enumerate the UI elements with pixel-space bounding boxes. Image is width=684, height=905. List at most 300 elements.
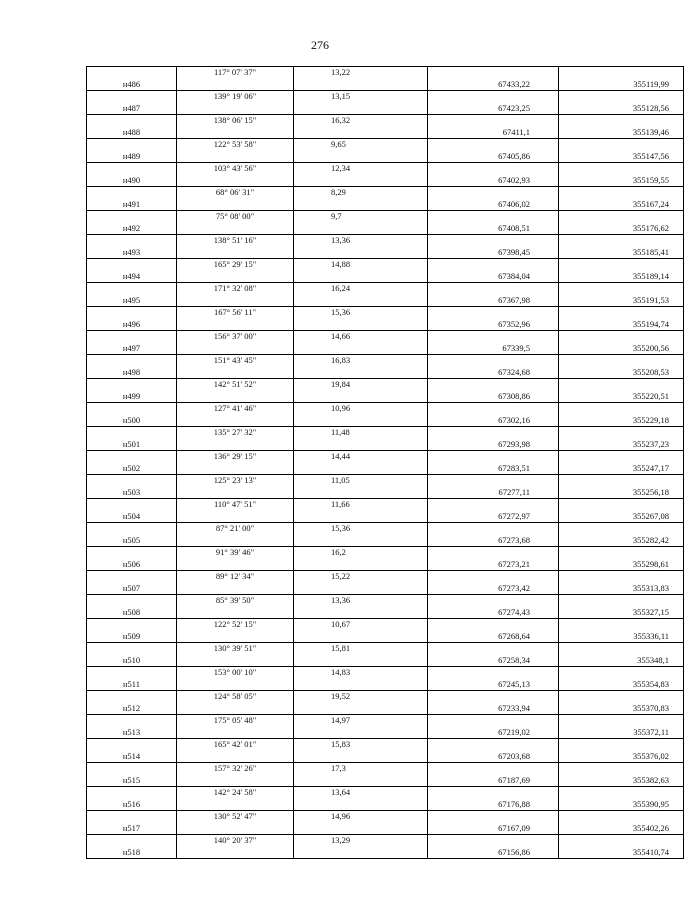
empty-cell bbox=[428, 115, 559, 127]
length-cell: 16,32 bbox=[294, 115, 428, 127]
point-row bbox=[87, 79, 684, 91]
empty-cell bbox=[177, 439, 294, 451]
empty-cell bbox=[294, 367, 428, 379]
y-coordinate-cell: 355370,83 bbox=[559, 703, 684, 715]
x-coordinate-cell: 67308,86 bbox=[428, 391, 559, 403]
empty-cell bbox=[559, 475, 684, 487]
empty-cell bbox=[559, 739, 684, 751]
y-coordinate-cell: 355194,74 bbox=[559, 319, 684, 331]
segment-row bbox=[87, 331, 684, 343]
empty-cell bbox=[428, 643, 559, 655]
empty-cell bbox=[294, 295, 428, 307]
empty-cell bbox=[559, 307, 684, 319]
point-row bbox=[87, 463, 684, 475]
point-row bbox=[87, 367, 684, 379]
y-coordinate-cell: 355390,95 bbox=[559, 799, 684, 811]
point-row bbox=[87, 799, 684, 811]
length-cell: 14,44 bbox=[294, 451, 428, 463]
empty-cell bbox=[294, 703, 428, 715]
segment-row bbox=[87, 451, 684, 463]
empty-cell bbox=[294, 199, 428, 211]
point-row bbox=[87, 295, 684, 307]
point-name-cell: н516 bbox=[87, 799, 177, 811]
segment-row bbox=[87, 355, 684, 367]
length-cell: 14,66 bbox=[294, 331, 428, 343]
point-row bbox=[87, 175, 684, 187]
empty-cell bbox=[87, 691, 177, 703]
empty-cell bbox=[559, 403, 684, 415]
point-name-cell: н500 bbox=[87, 415, 177, 427]
empty-cell bbox=[559, 787, 684, 799]
empty-cell bbox=[177, 127, 294, 139]
point-name-cell: н495 bbox=[87, 295, 177, 307]
point-name-cell: н506 bbox=[87, 559, 177, 571]
segment-row bbox=[87, 211, 684, 223]
empty-cell bbox=[559, 331, 684, 343]
empty-cell bbox=[294, 439, 428, 451]
direction-angle-cell: 153° 00' 10" bbox=[177, 667, 294, 679]
direction-angle-cell: 171° 32' 08" bbox=[177, 283, 294, 295]
empty-cell bbox=[87, 283, 177, 295]
direction-angle-cell: 165° 42' 01" bbox=[177, 739, 294, 751]
direction-angle-cell: 122° 52' 15" bbox=[177, 619, 294, 631]
point-row bbox=[87, 487, 684, 499]
empty-cell bbox=[428, 835, 559, 847]
empty-cell bbox=[87, 643, 177, 655]
empty-cell bbox=[294, 391, 428, 403]
coordinates-table-body bbox=[87, 67, 684, 859]
empty-cell bbox=[428, 163, 559, 175]
empty-cell bbox=[428, 355, 559, 367]
empty-cell bbox=[177, 799, 294, 811]
segment-row bbox=[87, 619, 684, 631]
direction-angle-cell: 103° 43' 56" bbox=[177, 163, 294, 175]
empty-cell bbox=[87, 667, 177, 679]
empty-cell bbox=[87, 379, 177, 391]
length-cell: 9,65 bbox=[294, 139, 428, 151]
segment-row bbox=[87, 403, 684, 415]
empty-cell bbox=[177, 319, 294, 331]
empty-cell bbox=[87, 235, 177, 247]
empty-cell bbox=[294, 607, 428, 619]
empty-cell bbox=[177, 175, 294, 187]
point-name-cell: н492 bbox=[87, 223, 177, 235]
length-cell: 15,22 bbox=[294, 571, 428, 583]
point-name-cell: н494 bbox=[87, 271, 177, 283]
empty-cell bbox=[294, 247, 428, 259]
empty-cell bbox=[87, 67, 177, 79]
point-name-cell: н505 bbox=[87, 535, 177, 547]
point-name-cell: н486 bbox=[87, 79, 177, 91]
empty-cell bbox=[87, 163, 177, 175]
segment-row bbox=[87, 91, 684, 103]
empty-cell bbox=[559, 379, 684, 391]
segment-row bbox=[87, 571, 684, 583]
empty-cell bbox=[177, 487, 294, 499]
segment-row bbox=[87, 379, 684, 391]
empty-cell bbox=[177, 79, 294, 91]
length-cell: 15,83 bbox=[294, 739, 428, 751]
direction-angle-cell: 68° 06' 31" bbox=[177, 187, 294, 199]
empty-cell bbox=[428, 307, 559, 319]
empty-cell bbox=[428, 451, 559, 463]
empty-cell bbox=[87, 115, 177, 127]
y-coordinate-cell: 355185,41 bbox=[559, 247, 684, 259]
length-cell: 10,67 bbox=[294, 619, 428, 631]
empty-cell bbox=[294, 727, 428, 739]
empty-cell bbox=[177, 775, 294, 787]
x-coordinate-cell: 67384,04 bbox=[428, 271, 559, 283]
y-coordinate-cell: 355376,02 bbox=[559, 751, 684, 763]
empty-cell bbox=[177, 679, 294, 691]
x-coordinate-cell: 67203,68 bbox=[428, 751, 559, 763]
empty-cell bbox=[428, 259, 559, 271]
point-row bbox=[87, 391, 684, 403]
empty-cell bbox=[294, 535, 428, 547]
y-coordinate-cell: 355298,61 bbox=[559, 559, 684, 571]
empty-cell bbox=[87, 835, 177, 847]
empty-cell bbox=[177, 103, 294, 115]
point-name-cell: н515 bbox=[87, 775, 177, 787]
empty-cell bbox=[559, 715, 684, 727]
empty-cell bbox=[559, 619, 684, 631]
x-coordinate-cell: 67405,86 bbox=[428, 151, 559, 163]
point-row bbox=[87, 559, 684, 571]
empty-cell bbox=[428, 691, 559, 703]
empty-cell bbox=[428, 67, 559, 79]
empty-cell bbox=[177, 535, 294, 547]
point-name-cell: н512 bbox=[87, 703, 177, 715]
point-name-cell: н508 bbox=[87, 607, 177, 619]
point-row bbox=[87, 655, 684, 667]
direction-angle-cell: 130° 52' 47" bbox=[177, 811, 294, 823]
empty-cell bbox=[559, 499, 684, 511]
point-row bbox=[87, 271, 684, 283]
empty-cell bbox=[294, 103, 428, 115]
point-row bbox=[87, 823, 684, 835]
point-row bbox=[87, 535, 684, 547]
y-coordinate-cell: 355139,46 bbox=[559, 127, 684, 139]
length-cell: 14,97 bbox=[294, 715, 428, 727]
empty-cell bbox=[294, 511, 428, 523]
length-cell: 19,84 bbox=[294, 379, 428, 391]
direction-angle-cell: 130° 39' 51" bbox=[177, 643, 294, 655]
empty-cell bbox=[559, 91, 684, 103]
empty-cell bbox=[177, 727, 294, 739]
empty-cell bbox=[294, 583, 428, 595]
empty-cell bbox=[294, 799, 428, 811]
empty-cell bbox=[559, 187, 684, 199]
empty-cell bbox=[428, 91, 559, 103]
point-row bbox=[87, 127, 684, 139]
empty-cell bbox=[294, 679, 428, 691]
point-row bbox=[87, 751, 684, 763]
empty-cell bbox=[177, 607, 294, 619]
empty-cell bbox=[177, 655, 294, 667]
empty-cell bbox=[428, 139, 559, 151]
point-name-cell: н489 bbox=[87, 151, 177, 163]
empty-cell bbox=[428, 763, 559, 775]
length-cell: 13,15 bbox=[294, 91, 428, 103]
empty-cell bbox=[428, 235, 559, 247]
empty-cell bbox=[294, 631, 428, 643]
y-coordinate-cell: 355220,51 bbox=[559, 391, 684, 403]
x-coordinate-cell: 67293,98 bbox=[428, 439, 559, 451]
point-name-cell: н511 bbox=[87, 679, 177, 691]
direction-angle-cell: 85° 39' 50" bbox=[177, 595, 294, 607]
empty-cell bbox=[559, 571, 684, 583]
empty-cell bbox=[294, 151, 428, 163]
empty-cell bbox=[559, 451, 684, 463]
x-coordinate-cell: 67277,11 bbox=[428, 487, 559, 499]
empty-cell bbox=[428, 403, 559, 415]
point-name-cell: н497 bbox=[87, 343, 177, 355]
empty-cell bbox=[559, 283, 684, 295]
segment-row bbox=[87, 787, 684, 799]
y-coordinate-cell: 355354,83 bbox=[559, 679, 684, 691]
y-coordinate-cell: 355336,11 bbox=[559, 631, 684, 643]
empty-cell bbox=[177, 247, 294, 259]
empty-cell bbox=[294, 343, 428, 355]
empty-cell bbox=[428, 211, 559, 223]
segment-row bbox=[87, 739, 684, 751]
empty-cell bbox=[294, 463, 428, 475]
point-row bbox=[87, 343, 684, 355]
x-coordinate-cell: 67433,22 bbox=[428, 79, 559, 91]
point-row bbox=[87, 223, 684, 235]
empty-cell bbox=[428, 283, 559, 295]
empty-cell bbox=[559, 523, 684, 535]
empty-cell bbox=[428, 811, 559, 823]
coordinates-table bbox=[86, 66, 684, 859]
direction-angle-cell: 142° 24' 58" bbox=[177, 787, 294, 799]
empty-cell bbox=[294, 175, 428, 187]
empty-cell bbox=[177, 223, 294, 235]
segment-row bbox=[87, 283, 684, 295]
empty-cell bbox=[294, 415, 428, 427]
empty-cell bbox=[559, 835, 684, 847]
empty-cell bbox=[177, 367, 294, 379]
y-coordinate-cell: 355176,62 bbox=[559, 223, 684, 235]
empty-cell bbox=[177, 847, 294, 859]
empty-cell bbox=[87, 355, 177, 367]
x-coordinate-cell: 67339,5 bbox=[428, 343, 559, 355]
empty-cell bbox=[87, 739, 177, 751]
empty-cell bbox=[87, 523, 177, 535]
point-name-cell: н491 bbox=[87, 199, 177, 211]
empty-cell bbox=[87, 331, 177, 343]
point-row bbox=[87, 631, 684, 643]
empty-cell bbox=[87, 187, 177, 199]
empty-cell bbox=[87, 787, 177, 799]
segment-row bbox=[87, 307, 684, 319]
empty-cell bbox=[428, 499, 559, 511]
length-cell: 16,2 bbox=[294, 547, 428, 559]
direction-angle-cell: 167° 56' 11" bbox=[177, 307, 294, 319]
point-row bbox=[87, 151, 684, 163]
empty-cell bbox=[428, 715, 559, 727]
y-coordinate-cell: 355189,14 bbox=[559, 271, 684, 283]
empty-cell bbox=[428, 379, 559, 391]
empty-cell bbox=[87, 427, 177, 439]
direction-angle-cell: 165° 29' 15" bbox=[177, 259, 294, 271]
length-cell: 8,29 bbox=[294, 187, 428, 199]
segment-row bbox=[87, 691, 684, 703]
direction-angle-cell: 125° 23' 13" bbox=[177, 475, 294, 487]
segment-row bbox=[87, 427, 684, 439]
empty-cell bbox=[87, 211, 177, 223]
y-coordinate-cell: 355410,74 bbox=[559, 847, 684, 859]
empty-cell bbox=[87, 451, 177, 463]
length-cell: 13,29 bbox=[294, 835, 428, 847]
y-coordinate-cell: 355382,63 bbox=[559, 775, 684, 787]
empty-cell bbox=[177, 271, 294, 283]
empty-cell bbox=[87, 763, 177, 775]
empty-cell bbox=[294, 847, 428, 859]
y-coordinate-cell: 355159,55 bbox=[559, 175, 684, 187]
empty-cell bbox=[428, 619, 559, 631]
length-cell: 13,36 bbox=[294, 595, 428, 607]
segment-row bbox=[87, 475, 684, 487]
segment-row bbox=[87, 763, 684, 775]
x-coordinate-cell: 67324,68 bbox=[428, 367, 559, 379]
empty-cell bbox=[177, 511, 294, 523]
length-cell: 17,3 bbox=[294, 763, 428, 775]
empty-cell bbox=[559, 355, 684, 367]
empty-cell bbox=[177, 295, 294, 307]
y-coordinate-cell: 355167,24 bbox=[559, 199, 684, 211]
empty-cell bbox=[294, 775, 428, 787]
segment-row bbox=[87, 115, 684, 127]
point-name-cell: н507 bbox=[87, 583, 177, 595]
empty-cell bbox=[428, 427, 559, 439]
empty-cell bbox=[87, 811, 177, 823]
point-row bbox=[87, 199, 684, 211]
point-row bbox=[87, 727, 684, 739]
point-name-cell: н517 bbox=[87, 823, 177, 835]
length-cell: 19,52 bbox=[294, 691, 428, 703]
direction-angle-cell: 117° 07' 37" bbox=[177, 67, 294, 79]
empty-cell bbox=[559, 643, 684, 655]
empty-cell bbox=[87, 547, 177, 559]
point-row bbox=[87, 583, 684, 595]
y-coordinate-cell: 355348,1 bbox=[559, 655, 684, 667]
x-coordinate-cell: 67273,42 bbox=[428, 583, 559, 595]
segment-row bbox=[87, 67, 684, 79]
x-coordinate-cell: 67268,64 bbox=[428, 631, 559, 643]
x-coordinate-cell: 67411,1 bbox=[428, 127, 559, 139]
point-row bbox=[87, 679, 684, 691]
x-coordinate-cell: 67302,16 bbox=[428, 415, 559, 427]
length-cell: 11,48 bbox=[294, 427, 428, 439]
length-cell: 15,81 bbox=[294, 643, 428, 655]
point-name-cell: н504 bbox=[87, 511, 177, 523]
point-row bbox=[87, 319, 684, 331]
empty-cell bbox=[428, 739, 559, 751]
empty-cell bbox=[559, 235, 684, 247]
segment-row bbox=[87, 835, 684, 847]
empty-cell bbox=[428, 547, 559, 559]
empty-cell bbox=[559, 115, 684, 127]
length-cell: 11,05 bbox=[294, 475, 428, 487]
page-number: 276 bbox=[311, 38, 329, 52]
y-coordinate-cell: 355147,56 bbox=[559, 151, 684, 163]
x-coordinate-cell: 67402,93 bbox=[428, 175, 559, 187]
empty-cell bbox=[177, 391, 294, 403]
segment-row bbox=[87, 811, 684, 823]
segment-row bbox=[87, 139, 684, 151]
y-coordinate-cell: 355372,11 bbox=[559, 727, 684, 739]
point-name-cell: н490 bbox=[87, 175, 177, 187]
empty-cell bbox=[428, 595, 559, 607]
x-coordinate-cell: 67156,86 bbox=[428, 847, 559, 859]
empty-cell bbox=[177, 559, 294, 571]
direction-angle-cell: 139° 19' 06" bbox=[177, 91, 294, 103]
empty-cell bbox=[428, 475, 559, 487]
direction-angle-cell: 156° 37' 00" bbox=[177, 331, 294, 343]
direction-angle-cell: 135° 27' 32" bbox=[177, 427, 294, 439]
point-row bbox=[87, 607, 684, 619]
x-coordinate-cell: 67273,68 bbox=[428, 535, 559, 547]
empty-cell bbox=[87, 307, 177, 319]
empty-cell bbox=[177, 151, 294, 163]
empty-cell bbox=[294, 751, 428, 763]
segment-row bbox=[87, 547, 684, 559]
segment-row bbox=[87, 523, 684, 535]
point-row bbox=[87, 775, 684, 787]
segment-row bbox=[87, 715, 684, 727]
point-name-cell: н502 bbox=[87, 463, 177, 475]
segment-row bbox=[87, 643, 684, 655]
empty-cell bbox=[87, 499, 177, 511]
x-coordinate-cell: 67245,13 bbox=[428, 679, 559, 691]
empty-cell bbox=[559, 763, 684, 775]
length-cell: 16,24 bbox=[294, 283, 428, 295]
direction-angle-cell: 91° 39' 46" bbox=[177, 547, 294, 559]
y-coordinate-cell: 355229,18 bbox=[559, 415, 684, 427]
x-coordinate-cell: 67272,97 bbox=[428, 511, 559, 523]
x-coordinate-cell: 67233,94 bbox=[428, 703, 559, 715]
length-cell: 13,36 bbox=[294, 235, 428, 247]
point-name-cell: н501 bbox=[87, 439, 177, 451]
y-coordinate-cell: 355313,83 bbox=[559, 583, 684, 595]
segment-row bbox=[87, 667, 684, 679]
empty-cell bbox=[428, 667, 559, 679]
point-row bbox=[87, 103, 684, 115]
empty-cell bbox=[428, 523, 559, 535]
empty-cell bbox=[428, 331, 559, 343]
direction-angle-cell: 157° 32' 26" bbox=[177, 763, 294, 775]
y-coordinate-cell: 355237,23 bbox=[559, 439, 684, 451]
empty-cell bbox=[559, 259, 684, 271]
x-coordinate-cell: 67367,98 bbox=[428, 295, 559, 307]
y-coordinate-cell: 355191,53 bbox=[559, 295, 684, 307]
x-coordinate-cell: 67258,34 bbox=[428, 655, 559, 667]
point-name-cell: н496 bbox=[87, 319, 177, 331]
direction-angle-cell: 138° 51' 16" bbox=[177, 235, 294, 247]
empty-cell bbox=[87, 403, 177, 415]
empty-cell bbox=[559, 163, 684, 175]
empty-cell bbox=[294, 655, 428, 667]
y-coordinate-cell: 355267,08 bbox=[559, 511, 684, 523]
empty-cell bbox=[177, 343, 294, 355]
length-cell: 14,88 bbox=[294, 259, 428, 271]
point-row bbox=[87, 703, 684, 715]
direction-angle-cell: 127° 41' 46" bbox=[177, 403, 294, 415]
empty-cell bbox=[177, 751, 294, 763]
empty-cell bbox=[177, 583, 294, 595]
empty-cell bbox=[87, 619, 177, 631]
